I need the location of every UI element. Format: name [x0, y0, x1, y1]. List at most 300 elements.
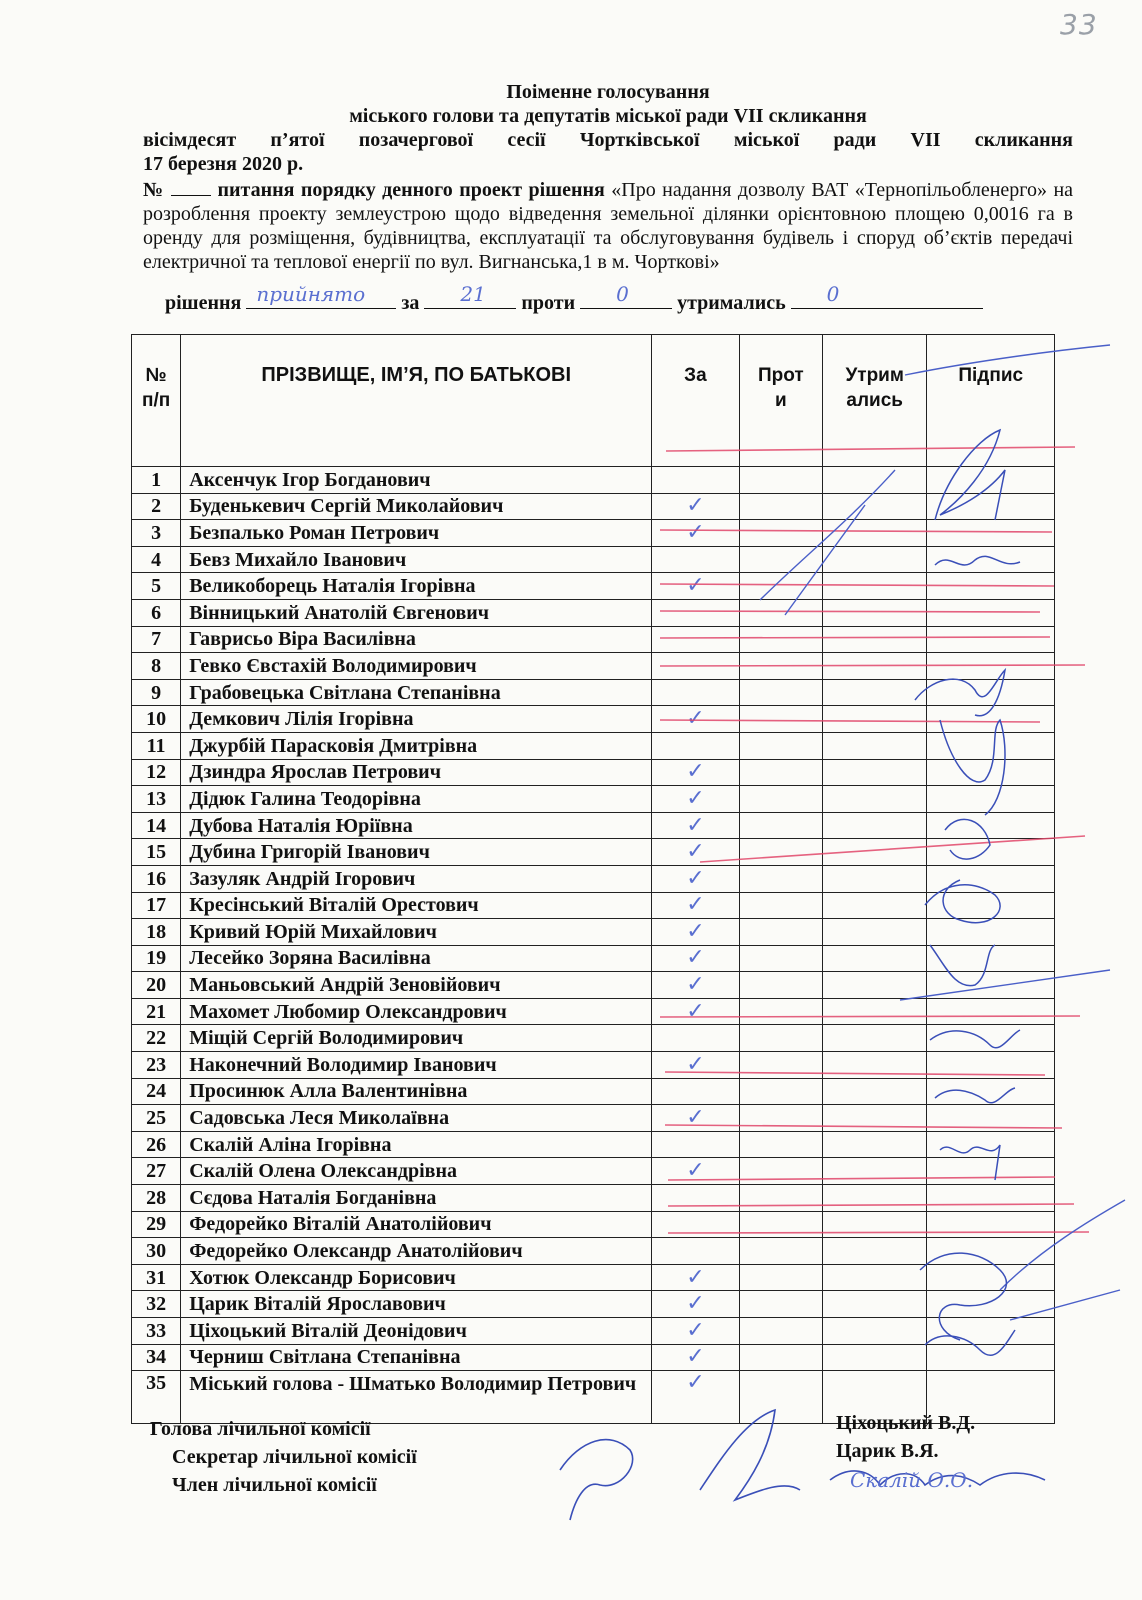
vote-abstained-cell [822, 919, 926, 946]
member-name: Сєдова Наталія Богданівна [181, 1185, 652, 1212]
row-number: 4 [132, 546, 181, 573]
vote-abstained-cell [822, 626, 926, 653]
row-number: 35 [132, 1371, 181, 1424]
vote-against-cell [739, 839, 822, 866]
vote-against-cell [739, 573, 822, 600]
check-mark-icon: ✓ [686, 1291, 705, 1317]
vote-for-cell [652, 1264, 739, 1291]
table-row [132, 599, 1055, 626]
row-number: 25 [132, 1105, 181, 1132]
decision-result-handwritten: прийнято [256, 282, 366, 306]
member-name: Бевз Михайло Іванович [181, 546, 652, 573]
table-row [132, 706, 1055, 733]
signature-cell [927, 599, 1055, 626]
table-row [132, 1185, 1055, 1212]
row-number: 26 [132, 1131, 181, 1158]
signature-cell [927, 467, 1055, 494]
signature-cell [927, 679, 1055, 706]
member-name: Федорейко Олександр Анатолійович [181, 1238, 652, 1265]
vote-for-cell [652, 812, 739, 839]
chair-signature [560, 1440, 633, 1520]
vote-against-cell [739, 1264, 822, 1291]
vote-abstained-cell [822, 1211, 926, 1238]
header-signature: Підпис [927, 335, 1055, 467]
row-number: 30 [132, 1238, 181, 1265]
vote-abstained-cell [822, 759, 926, 786]
vote-abstained-cell [822, 865, 926, 892]
member-name: Царик Віталій Ярославович [181, 1291, 652, 1318]
vote-abstained-cell [822, 1078, 926, 1105]
check-mark-icon: ✓ [686, 759, 705, 785]
signature-cell [927, 1211, 1055, 1238]
row-number: 28 [132, 1185, 181, 1212]
signature-cell [927, 1291, 1055, 1318]
check-mark-icon: ✓ [686, 839, 705, 865]
member-name: Кривий Юрій Михайлович [181, 919, 652, 946]
vote-for-cell [652, 573, 739, 600]
row-number: 7 [132, 626, 181, 653]
table-row [132, 786, 1055, 813]
table-row [132, 892, 1055, 919]
signature-cell [927, 998, 1055, 1025]
table-row [132, 1211, 1055, 1238]
check-mark-icon: ✓ [686, 1344, 705, 1370]
row-number: 8 [132, 653, 181, 680]
check-mark-icon: ✓ [686, 1158, 705, 1184]
vote-for-cell [652, 945, 739, 972]
vote-for-cell [652, 1211, 739, 1238]
vote-abstained-cell [822, 546, 926, 573]
table-row [132, 1078, 1055, 1105]
signature-cell [927, 493, 1055, 520]
vote-for-cell [652, 1291, 739, 1318]
table-row [132, 759, 1055, 786]
check-mark-icon: ✓ [686, 1051, 705, 1077]
row-number: 11 [132, 732, 181, 759]
table-row [132, 812, 1055, 839]
table-header-row [132, 335, 1055, 467]
vote-for-cell [652, 520, 739, 547]
signature-cell [927, 1052, 1055, 1079]
member-name: Просинюк Алла Валентинівна [181, 1078, 652, 1105]
session-date: 17 березня 2020 р. [143, 153, 304, 175]
check-mark-icon: ✓ [686, 972, 705, 998]
vote-for-cell [652, 1025, 739, 1052]
title-line-1: Поіменне голосування [506, 81, 710, 103]
vote-abstained-cell [822, 599, 926, 626]
member-name-handwritten: Скалій О.О. [850, 1468, 974, 1492]
table-row [132, 1025, 1055, 1052]
vote-for-cell [652, 1052, 739, 1079]
session-line: вісімдесят п’ятої позачергової сесії Чортківської міської ради VII скликання [143, 129, 1073, 151]
signature-cell [927, 812, 1055, 839]
vote-for-cell [652, 653, 739, 680]
vote-against-cell [739, 1052, 822, 1079]
member-name: Міщій Сергій Володимирович [181, 1025, 652, 1052]
header-against: Проти [739, 335, 822, 467]
signature-cell [927, 1264, 1055, 1291]
signature-cell [927, 945, 1055, 972]
row-number: 21 [132, 998, 181, 1025]
vote-abstained-cell [822, 1025, 926, 1052]
row-number: 34 [132, 1344, 181, 1371]
signature-cell [927, 732, 1055, 759]
table-row [132, 865, 1055, 892]
table-row [132, 1318, 1055, 1345]
row-number: 31 [132, 1264, 181, 1291]
vote-for-cell [652, 546, 739, 573]
vote-abstained-cell [822, 812, 926, 839]
table-row [132, 732, 1055, 759]
vote-against-cell [739, 1211, 822, 1238]
table-row [132, 972, 1055, 999]
chair-name: Ціхоцький В.Д. [836, 1412, 976, 1434]
row-number: 12 [132, 759, 181, 786]
table-row [132, 546, 1055, 573]
row-number: 33 [132, 1318, 181, 1345]
member-name: Скалій Олена Олександрівна [181, 1158, 652, 1185]
signature-cell [927, 546, 1055, 573]
table-row [132, 919, 1055, 946]
check-mark-icon: ✓ [686, 519, 705, 545]
member-name: Хотюк Олександр Борисович [181, 1264, 652, 1291]
signature-cell [927, 892, 1055, 919]
header-num: № п/п [132, 335, 181, 467]
vote-abstained-cell [822, 1264, 926, 1291]
against-count-handwritten: 0 [616, 282, 629, 306]
table-row [132, 1131, 1055, 1158]
row-number: 14 [132, 812, 181, 839]
vote-for-cell [652, 998, 739, 1025]
row-number: 16 [132, 865, 181, 892]
check-mark-icon: ✓ [686, 1264, 705, 1290]
vote-for-cell [652, 786, 739, 813]
check-mark-icon: ✓ [686, 785, 705, 811]
vote-abstained-cell [822, 972, 926, 999]
table-row [132, 653, 1055, 680]
table-row [132, 1052, 1055, 1079]
table-row [132, 998, 1055, 1025]
check-mark-icon: ✓ [686, 998, 705, 1024]
check-mark-icon: ✓ [686, 706, 705, 732]
member-name: Грабовецька Світлана Степанівна [181, 679, 652, 706]
vote-abstained-cell [822, 706, 926, 733]
decision-line [165, 282, 983, 315]
vote-for-cell [652, 1371, 739, 1424]
check-mark-icon: ✓ [686, 812, 705, 838]
vote-for-cell [652, 706, 739, 733]
vote-abstained-cell [822, 1318, 926, 1345]
row-number: 10 [132, 706, 181, 733]
row-number: 15 [132, 839, 181, 866]
check-mark-icon: ✓ [686, 1317, 705, 1343]
row-number: 9 [132, 679, 181, 706]
vote-abstained-cell [822, 1131, 926, 1158]
vote-against-cell [739, 812, 822, 839]
agenda-question [143, 178, 1073, 274]
vote-against-cell [739, 919, 822, 946]
vote-for-cell [652, 1238, 739, 1265]
vote-for-cell [652, 919, 739, 946]
member-name: Гевко Євстахій Володимирович [181, 653, 652, 680]
vote-against-cell [739, 546, 822, 573]
vote-abstained-cell [822, 1158, 926, 1185]
vote-abstained-cell [822, 945, 926, 972]
member-name: Дзиндра Ярослав Петрович [181, 759, 652, 786]
vote-against-cell [739, 1078, 822, 1105]
member-name: Махомет Любомир Олександрович [181, 998, 652, 1025]
vote-abstained-cell [822, 732, 926, 759]
vote-for-cell [652, 1185, 739, 1212]
member-name: Міський голова - Шматько Володимир Петрович [181, 1371, 652, 1424]
row-number: 27 [132, 1158, 181, 1185]
vote-for-cell [652, 865, 739, 892]
vote-for-cell [652, 679, 739, 706]
member-name: Ціхоцький Віталій Деонідович [181, 1318, 652, 1345]
member-name: Дубина Григорій Іванович [181, 839, 652, 866]
member-name: Федорейко Віталій Анатолійович [181, 1211, 652, 1238]
member-name: Дубова Наталія Юріївна [181, 812, 652, 839]
member-name: Джурбій Парасковія Дмитрівна [181, 732, 652, 759]
vote-against-cell [739, 759, 822, 786]
signature-cell [927, 759, 1055, 786]
table-row [132, 679, 1055, 706]
vote-for-cell [652, 467, 739, 494]
vote-against-cell [739, 706, 822, 733]
row-number: 18 [132, 919, 181, 946]
vote-against-cell [739, 626, 822, 653]
question-text: «Про надання дозволу ВАТ «Тернопільобленерго» на розроблення проекту землеустрою щодо відведення земельної ділянки орієнтовною площею 0,0016 га в оренду для розміщення, будівництва, експлуатації та обслуговування будівель і споруд об’єктів передачі електричної та теплової енергії по вул. Вигнанська,1 в м. Чорткові» [143, 179, 1074, 273]
signature-cell [927, 839, 1055, 866]
member-name: Демкович Лілія Ігорівна [181, 706, 652, 733]
vote-for-cell [652, 759, 739, 786]
vote-against-cell [739, 1158, 822, 1185]
vote-against-cell [739, 493, 822, 520]
vote-abstained-cell [822, 1052, 926, 1079]
table-row [132, 839, 1055, 866]
vote-abstained-cell [822, 573, 926, 600]
vote-for-cell [652, 1158, 739, 1185]
member-label: Член лічильної комісії [172, 1474, 377, 1496]
vote-abstained-cell [822, 1291, 926, 1318]
vote-for-cell [652, 839, 739, 866]
vote-against-cell [739, 945, 822, 972]
for-label: за [401, 292, 420, 314]
row-number: 22 [132, 1025, 181, 1052]
table-row [132, 1158, 1055, 1185]
signature-cell [927, 1078, 1055, 1105]
vote-for-cell [652, 1344, 739, 1371]
row-number: 17 [132, 892, 181, 919]
row-number: 23 [132, 1052, 181, 1079]
member-name: Гаврисьо Віра Василівна [181, 626, 652, 653]
vote-against-cell [739, 1105, 822, 1132]
table-row [132, 1264, 1055, 1291]
vote-against-cell [739, 732, 822, 759]
vote-abstained-cell [822, 1105, 926, 1132]
document-header [143, 80, 1073, 274]
vote-abstained-cell [822, 1238, 926, 1265]
check-mark-icon: ✓ [686, 918, 705, 944]
vote-against-cell [739, 972, 822, 999]
signature-cell [927, 919, 1055, 946]
for-count-handwritten: 21 [460, 282, 486, 306]
signature-cell [927, 1318, 1055, 1345]
decision-label: рішення [165, 292, 242, 314]
vote-for-cell [652, 1318, 739, 1345]
table-row [132, 1238, 1055, 1265]
abstained-label: утримались [677, 292, 786, 314]
vote-abstained-cell [822, 892, 926, 919]
vote-for-cell [652, 626, 739, 653]
vote-abstained-cell [822, 1344, 926, 1371]
signature-cell [927, 706, 1055, 733]
signature-cell [927, 1105, 1055, 1132]
signature-cell [927, 1238, 1055, 1265]
signature-cell [927, 653, 1055, 680]
table-row [132, 467, 1055, 494]
page-number: 33 [1060, 8, 1098, 41]
vote-for-cell [652, 599, 739, 626]
vote-for-cell [652, 732, 739, 759]
vote-against-cell [739, 1344, 822, 1371]
vote-for-cell [652, 493, 739, 520]
abstained-count-field [791, 282, 983, 309]
member-name: Аксенчук Ігор Богданович [181, 467, 652, 494]
table-row [132, 1291, 1055, 1318]
member-name: Безпалько Роман Петрович [181, 520, 652, 547]
signature-cell [927, 520, 1055, 547]
secretary-label: Секретар лічильної комісії [172, 1446, 417, 1468]
row-number: 13 [132, 786, 181, 813]
vote-abstained-cell [822, 493, 926, 520]
vote-against-cell [739, 1238, 822, 1265]
row-number: 1 [132, 467, 181, 494]
signature-cell [927, 1131, 1055, 1158]
check-mark-icon: ✓ [686, 945, 705, 971]
row-number: 20 [132, 972, 181, 999]
vote-for-cell [652, 1105, 739, 1132]
vote-abstained-cell [822, 467, 926, 494]
vote-abstained-cell [822, 786, 926, 813]
member-name: Маньовський Андрій Зеновійович [181, 972, 652, 999]
table-row [132, 1344, 1055, 1371]
vote-against-cell [739, 998, 822, 1025]
member-name: Кресінський Віталій Орестович [181, 892, 652, 919]
vote-against-cell [739, 653, 822, 680]
signature-cell [927, 1025, 1055, 1052]
vote-against-cell [739, 1291, 822, 1318]
member-name: Наконечний Володимир Іванович [181, 1052, 652, 1079]
check-mark-icon: ✓ [686, 865, 705, 891]
question-label: питання порядку денного проект рішення [217, 179, 605, 201]
vote-against-cell [739, 786, 822, 813]
vote-for-cell [652, 892, 739, 919]
signature-cell [927, 1158, 1055, 1185]
check-mark-icon: ✓ [686, 1370, 705, 1396]
row-number: 3 [132, 520, 181, 547]
signature-cell [927, 1185, 1055, 1212]
header-for: За [652, 335, 739, 467]
question-number-label: № [143, 179, 165, 201]
signature-cell [927, 1344, 1055, 1371]
vote-against-cell [739, 520, 822, 547]
vote-against-cell [739, 892, 822, 919]
vote-abstained-cell [822, 1185, 926, 1212]
row-number: 6 [132, 599, 181, 626]
vote-for-cell [652, 972, 739, 999]
decision-result-field [246, 282, 396, 309]
vote-against-cell [739, 1185, 822, 1212]
chair-label: Голова лічильної комісії [150, 1418, 371, 1440]
check-mark-icon: ✓ [686, 573, 705, 599]
table-row [132, 945, 1055, 972]
vote-against-cell [739, 865, 822, 892]
vote-against-cell [739, 467, 822, 494]
member-name: Черниш Світлана Степанівна [181, 1344, 652, 1371]
header-abstained: Утримались [822, 335, 926, 467]
against-count-field [580, 282, 672, 309]
secretary-name: Царик В.Я. [836, 1440, 939, 1462]
table-row [132, 626, 1055, 653]
signature-cell [927, 786, 1055, 813]
row-number: 2 [132, 493, 181, 520]
abstained-count-handwritten: 0 [826, 282, 840, 306]
row-number: 19 [132, 945, 181, 972]
signature-cell [927, 573, 1055, 600]
vote-for-cell [652, 1131, 739, 1158]
signature-cell [927, 626, 1055, 653]
header-name: ПРІЗВИЩЕ, ІМ’Я, ПО БАТЬКОВІ [181, 335, 652, 467]
table-row [132, 573, 1055, 600]
vote-against-cell [739, 679, 822, 706]
for-count-field [424, 282, 516, 309]
check-mark-icon: ✓ [686, 1105, 705, 1131]
member-name: Вінницький Анатолій Євгенович [181, 599, 652, 626]
member-name: Садовська Леся Миколаївна [181, 1105, 652, 1132]
signature-cell [927, 865, 1055, 892]
table-row [132, 520, 1055, 547]
question-number-blank [171, 195, 211, 196]
vote-against-cell [739, 1371, 822, 1424]
vote-abstained-cell [822, 520, 926, 547]
vote-abstained-cell [822, 653, 926, 680]
vote-abstained-cell [822, 839, 926, 866]
vote-abstained-cell [822, 998, 926, 1025]
member-name: Лесейко Зоряна Василівна [181, 945, 652, 972]
row-number: 32 [132, 1291, 181, 1318]
vote-against-cell [739, 1131, 822, 1158]
member-name: Дідюк Галина Теодорівна [181, 786, 652, 813]
title-line-2: міського голови та депутатів міської ради VII скликання [349, 105, 867, 127]
check-mark-icon: ✓ [686, 493, 705, 519]
against-label: проти [521, 292, 576, 314]
roll-call-table [131, 334, 1055, 1424]
table-row [132, 1105, 1055, 1132]
table-row [132, 493, 1055, 520]
vote-abstained-cell [822, 679, 926, 706]
row-number: 24 [132, 1078, 181, 1105]
vote-against-cell [739, 599, 822, 626]
member-name: Буденькевич Сергій Миколайович [181, 493, 652, 520]
member-name: Великоборець Наталія Ігорівна [181, 573, 652, 600]
member-name: Зазуляк Андрій Ігорович [181, 865, 652, 892]
row-number: 5 [132, 573, 181, 600]
signature-cell [927, 972, 1055, 999]
member-name: Скалій Аліна Ігорівна [181, 1131, 652, 1158]
vote-for-cell [652, 1078, 739, 1105]
vote-against-cell [739, 1025, 822, 1052]
